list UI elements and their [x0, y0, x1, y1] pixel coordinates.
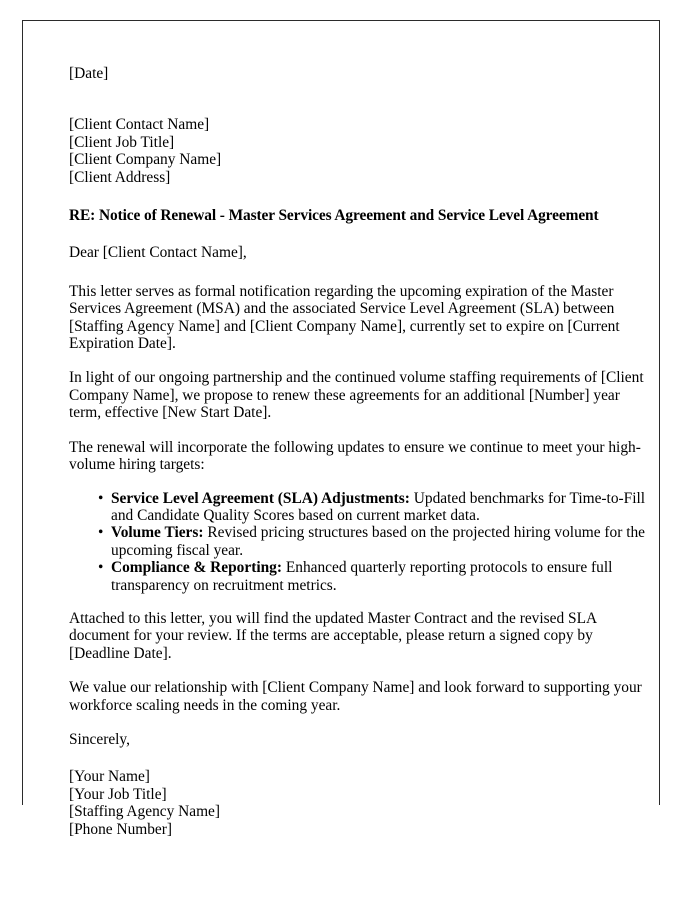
list-item-text: Updated benchmarks for Time-to-Fill and Candidate Quality Scores based on current market data. [111, 489, 646, 524]
list-item-lead: Compliance & Reporting: [111, 559, 282, 577]
recipient-contact-name: [Client Contact Name] [69, 116, 210, 134]
subject-line: RE: Notice of Renewal - Master Services Agreement and Service Level Agreement [69, 207, 599, 225]
list-item [69, 559, 647, 594]
closing-line: Sincerely, [69, 730, 130, 748]
signature-block [69, 768, 647, 838]
signature-name: [Your Name] [69, 768, 150, 786]
bullet-icon: • [98, 524, 104, 542]
body-paragraph-1: This letter serves as formal notification regarding the upcoming expiration of the Master Services Agreement (MSA) and the associated Service Level Agreement (SLA) between [Staffing Agency Name] and [Client Company Name], currently set to expire on [Current Expiration Date]. [69, 282, 620, 353]
recipient-job-title: [Client Job Title] [69, 133, 175, 151]
body-paragraph-2: In light of our ongoing partnership and the continued volume staffing requirements of [Client Company Name], we propose to renew these agreements for an additional [Number] year term, effective [New Start Date]. [69, 369, 644, 422]
body-paragraph-4: Attached to this letter, you will find the updated Master Contract and the revised SLA document for your review. If the terms are acceptable, please return a signed copy by [Deadline Date]. [69, 609, 597, 662]
signature-phone: [Phone Number] [69, 820, 173, 838]
spacer-after-list [69, 594, 647, 610]
spacer-before-closing [69, 714, 647, 731]
date-line: [Date] [69, 65, 109, 82]
spacer-after-address [69, 186, 647, 207]
recipient-company-name: [Client Company Name] [69, 151, 222, 169]
recipient-address: [Client Address] [69, 168, 171, 186]
spacer-before-list [69, 474, 647, 490]
list-item [69, 524, 647, 559]
list-item-lead: Service Level Agreement (SLA) Adjustments: [111, 489, 410, 507]
document-page [22, 20, 660, 838]
spacer-after-paragraph-4 [69, 662, 647, 679]
spacer-after-paragraph-2 [69, 422, 647, 439]
bullet-icon: • [98, 489, 104, 507]
list-item-text: Revised pricing structures based on the projected hiring volume for the upcoming fiscal year. [111, 524, 646, 559]
spacer-after-closing [69, 748, 647, 768]
list-item-lead: Volume Tiers: [111, 524, 204, 542]
signature-agency-name: [Staffing Agency Name] [69, 803, 221, 821]
recipient-address-block [69, 116, 647, 186]
salutation-line: Dear [Client Contact Name], [69, 244, 247, 262]
spacer-after-date [69, 82, 647, 116]
body-paragraph-5: We value our relationship with [Client Company Name] and look forward to supporting your workforce scaling needs in the coming year. [69, 679, 642, 714]
updates-bullet-list [69, 490, 647, 594]
body-paragraph-3: The renewal will incorporate the following updates to ensure we continue to meet your high-volume hiring targets: [69, 438, 641, 474]
list-item [69, 490, 647, 525]
letter-content [69, 65, 647, 838]
spacer-after-salutation [69, 262, 647, 283]
bullet-icon: • [98, 559, 104, 577]
signature-job-title: [Your Job Title] [69, 785, 167, 803]
spacer-after-paragraph-1 [69, 352, 647, 369]
spacer-after-subject [69, 224, 647, 244]
list-item-text: Enhanced quarterly reporting protocols to ensure full transparency on recruitment metrics. [111, 559, 613, 594]
